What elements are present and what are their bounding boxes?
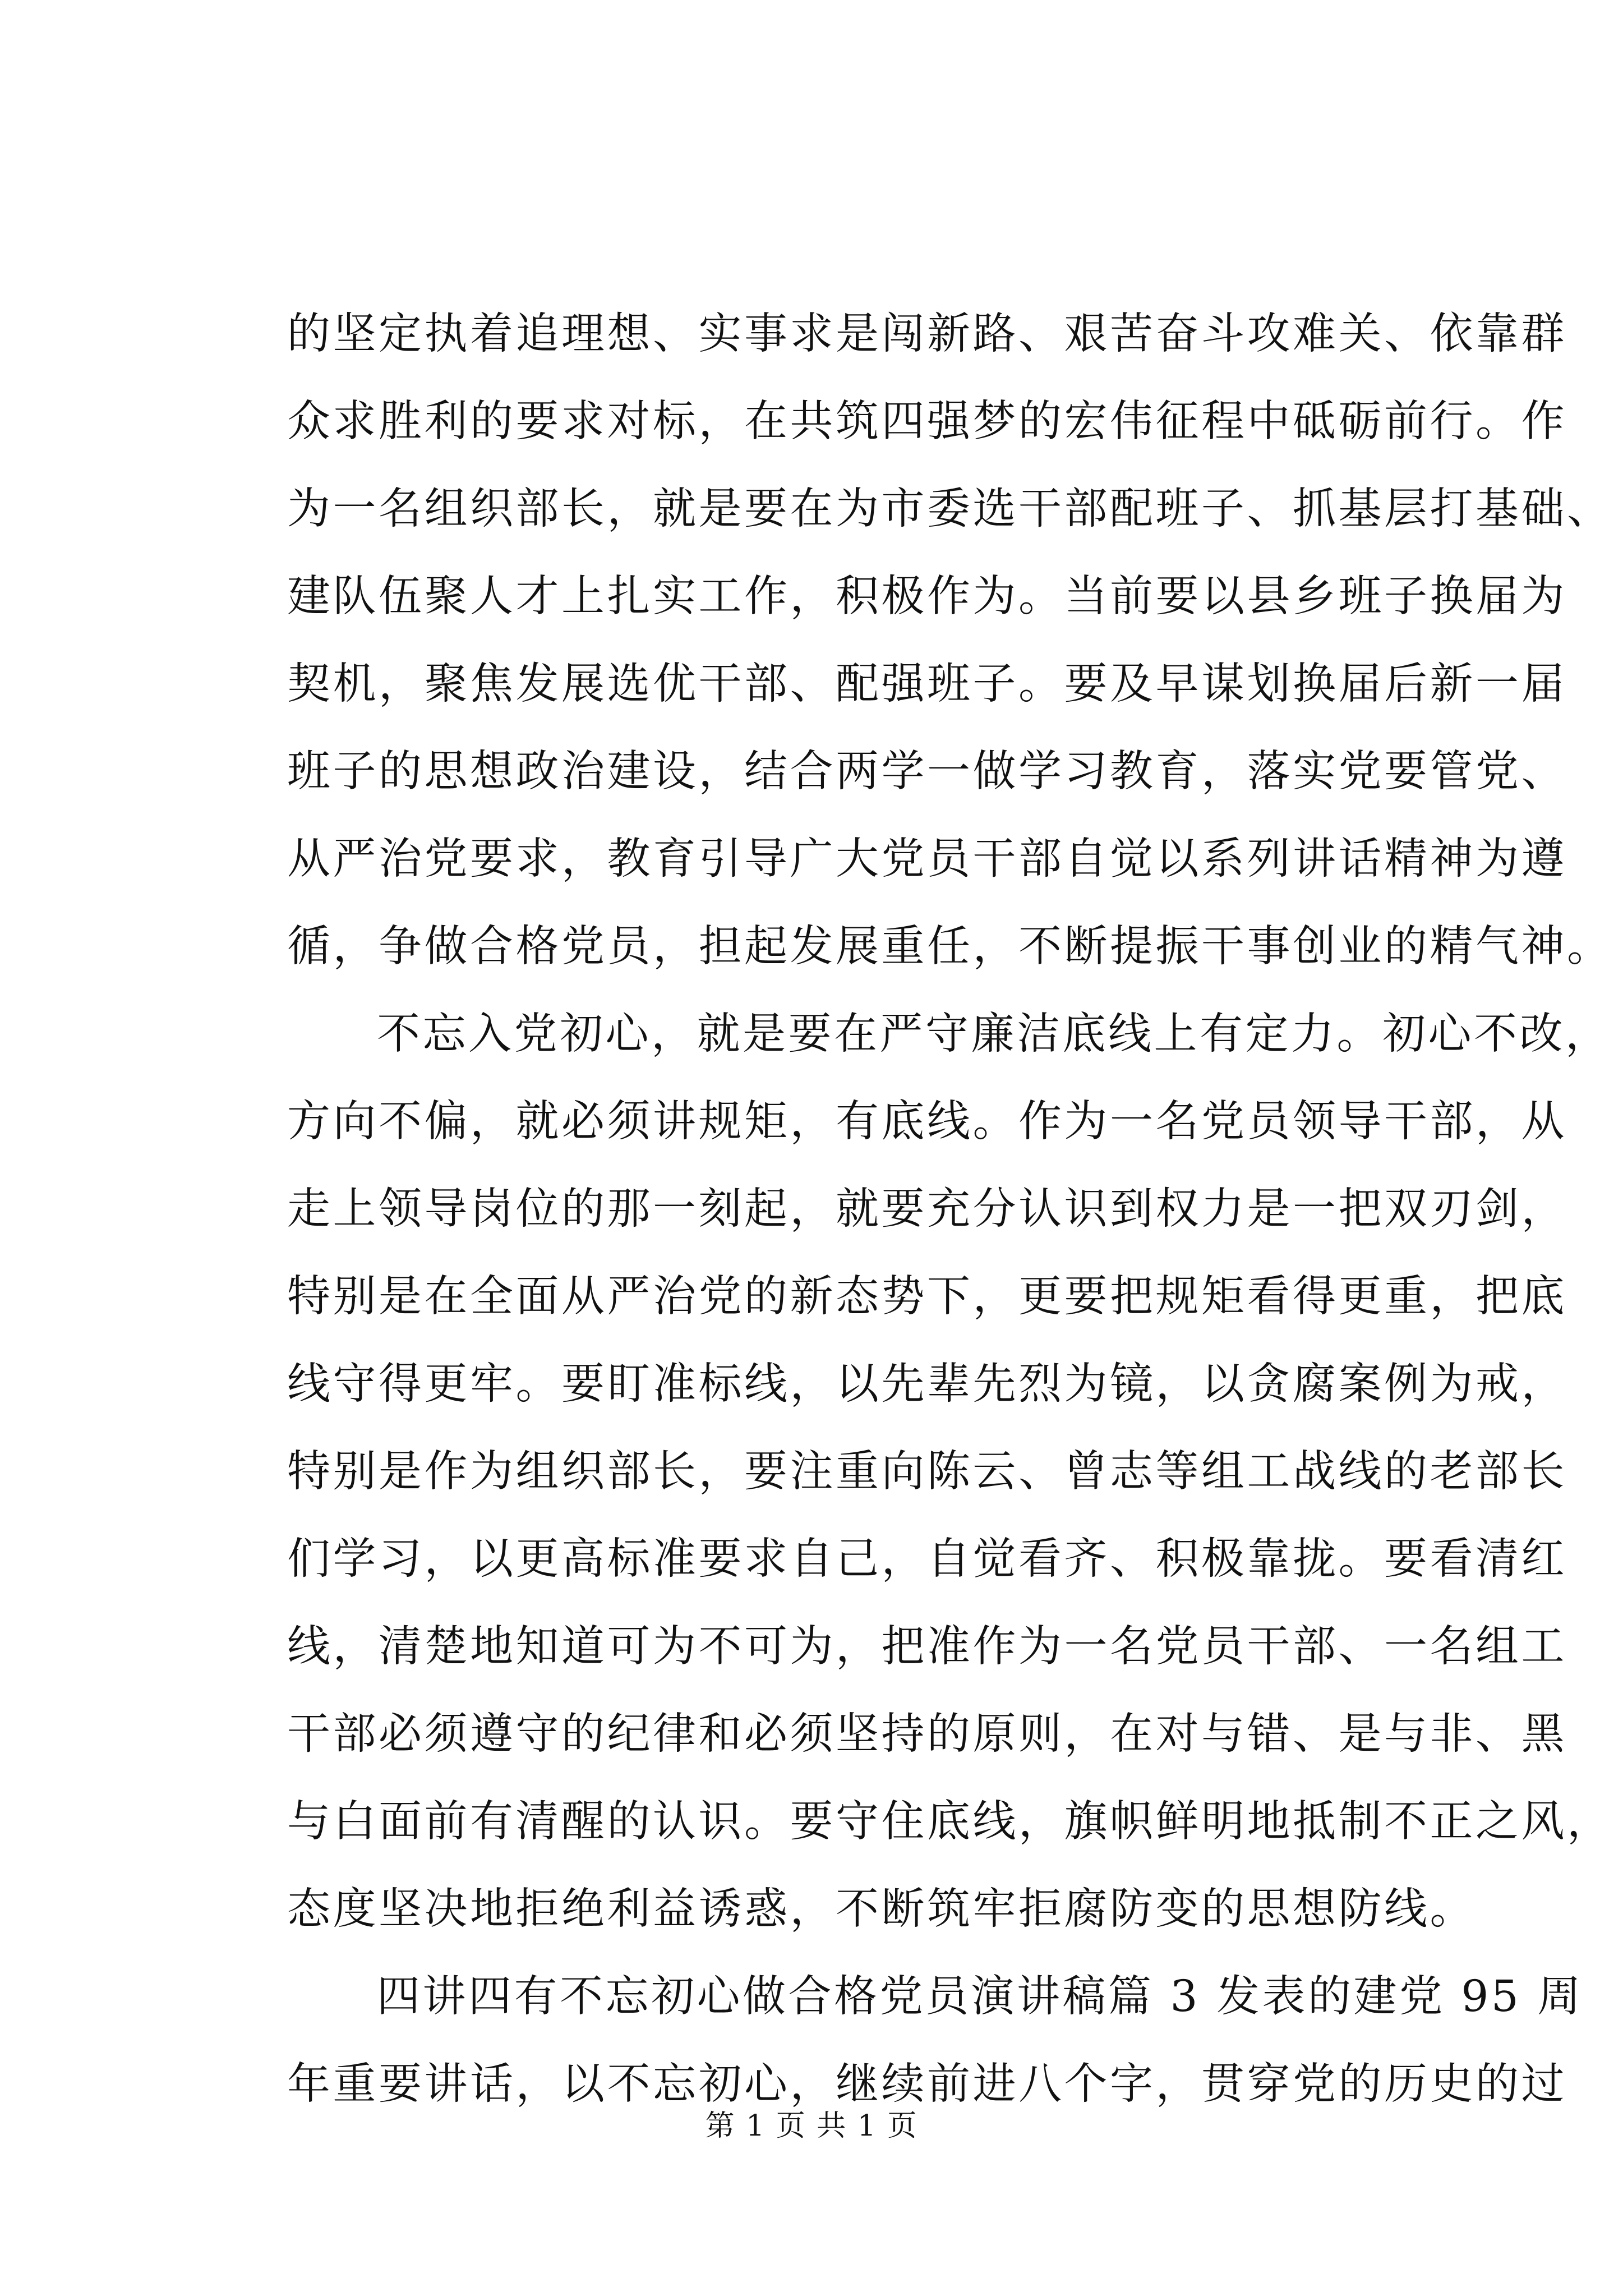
text-line: 干部必须遵守的纪律和必须坚持的原则，在对与错、是与非、黑 — [287, 1709, 1567, 1759]
text-line: 们学习，以更高标准要求自己，自觉看齐、积极靠拢。要看清红 — [287, 1534, 1567, 1584]
text-line: 年重要讲话，以不忘初心，继续前进八个字，贯穿党的历史的过 — [287, 2059, 1567, 2109]
text-line: 众求胜利的要求对标，在共筑四强梦的宏伟征程中砥砺前行。作 — [287, 397, 1567, 447]
text-line: 班子的思想政治建设，结合两学一做学习教育，落实党要管党、 — [287, 747, 1567, 797]
text-line: 与白面前有清醒的认识。要守住底线，旗帜鲜明地抵制不正之风， — [287, 1797, 1613, 1847]
document-body — [287, 291, 1613, 2128]
text-line: 走上领导岗位的那一刻起，就要充分认识到权力是一把双刃剑， — [287, 1184, 1567, 1234]
text-line: 循，争做合格党员，担起发展重任，不断提振干事创业的精气神。 — [287, 922, 1613, 972]
text-line: 线守得更牢。要盯准标线，以先辈先烈为镜，以贪腐案例为戒， — [287, 1359, 1567, 1409]
page-number-label: 第 1 页 共 1 页 — [705, 2109, 918, 2143]
text-line: 契机，聚焦发展选优干部、配强班子。要及早谋划换届后新一届 — [287, 659, 1567, 709]
text-line: 的坚定执着追理想、实事求是闯新路、艰苦奋斗攻难关、依靠群 — [287, 309, 1567, 359]
text-line: 从严治党要求，教育引导广大党员干部自觉以系列讲话精神为遵 — [287, 834, 1567, 884]
text-line: 建队伍聚人才上扎实工作，积极作为。当前要以县乡班子换届为 — [287, 572, 1567, 622]
text-line: 线，清楚地知道可为不可为，把准作为一名党员干部、一名组工 — [287, 1622, 1567, 1672]
text-line: 特别是在全面从严治党的新态势下，更要把规矩看得更重，把底 — [287, 1272, 1567, 1322]
text-line: 方向不偏，就必须讲规矩，有底线。作为一名党员领导干部，从 — [287, 1097, 1567, 1147]
text-line: 为一名组织部长，就是要在为市委选干部配班子、抓基层打基础、 — [287, 484, 1613, 534]
text-line: 特别是作为组织部长，要注重向陈云、曾志等组工战线的老部长 — [287, 1447, 1567, 1497]
paragraph-first-line: 不忘入党初心，就是要在严守廉洁底线上有定力。初心不改， — [377, 1009, 1611, 1059]
paragraph-last-line: 态度坚决地拒绝利益诱惑，不断筑牢拒腐防变的思想防线。 — [287, 1884, 1476, 1934]
paragraph-first-line: 四讲四有不忘初心做合格党员演讲稿篇 3 发表的建党 95 周 — [377, 1972, 1583, 2022]
page-footer — [0, 2106, 1623, 2146]
